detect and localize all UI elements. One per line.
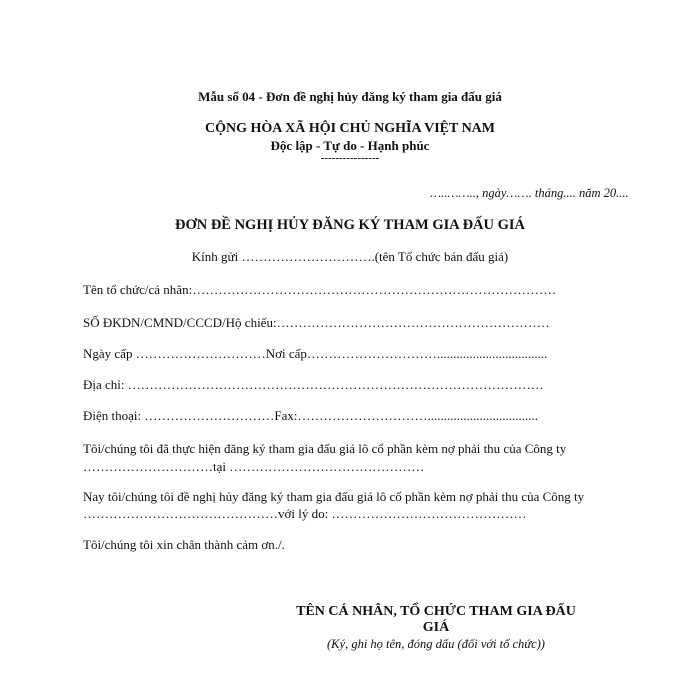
registration-statement-line-2: …………………………tại ……………………………………… [83,459,425,474]
document-title: ĐƠN ĐỀ NGHỊ HỦY ĐĂNG KÝ THAM GIA ĐẤU GIÁ [174,217,526,233]
nation-name: CỘNG HÒA XÃ HỘI CHỦ NGHĨA VIỆT NAM [204,121,495,136]
recipient-line: Kính gửi ………………………….(tên Tổ chức bán đấu giá) [191,249,509,264]
signature-title: TÊN CÁ NHÂN, TỔ CHỨC THAM GIA ĐẤU GIÁ [296,604,576,635]
field-name: Tên tổ chức/cá nhân:………………………………………………………………………… [83,282,557,297]
cancellation-request-line-1: Nay tôi/chúng tôi đề nghị hủy đăng ký tham gia đấu giá lô cổ phần kèm nợ phải thu của Công ty [83,489,585,504]
field-id-number: SỐ ĐKDN/CMND/CCCD/Hộ chiếu:……………………………………………………… [83,315,550,330]
date-line: …..…….., ngày……. tháng.... năm 20.... [430,186,629,200]
national-motto: Độc lập - Tự do - Hạnh phúc [270,138,430,153]
signature-block [286,604,586,652]
form-number: Mẫu số 04 - Đơn đề nghị hủy đăng ký tham gia đấu giá [198,89,502,104]
field-address: Địa chỉ: …………………………………………………………………………………… [83,377,544,392]
registration-statement-line-1: Tôi/chúng tôi đã thực hiện đăng ký tham gia đấu giá lô cổ phần kèm nợ phải thu của Công ty [83,441,567,456]
closing-thanks: Tôi/chúng tôi xin chân thành cảm ơn./. [83,537,285,552]
motto-underline: ---------------- [320,152,380,164]
field-issue-date-place: Ngày cấp …………………………Nơi cấp………………………….................................. [83,346,548,361]
field-phone-fax: Điện thoại: …………………………Fax:………………………….................................. [83,408,538,423]
cancellation-request-line-2: ………………………………………với lý do: ……………………………………… [83,506,527,521]
signature-note: (Ký, ghi họ tên, đóng dấu (đối với tổ chức)) [327,637,545,651]
